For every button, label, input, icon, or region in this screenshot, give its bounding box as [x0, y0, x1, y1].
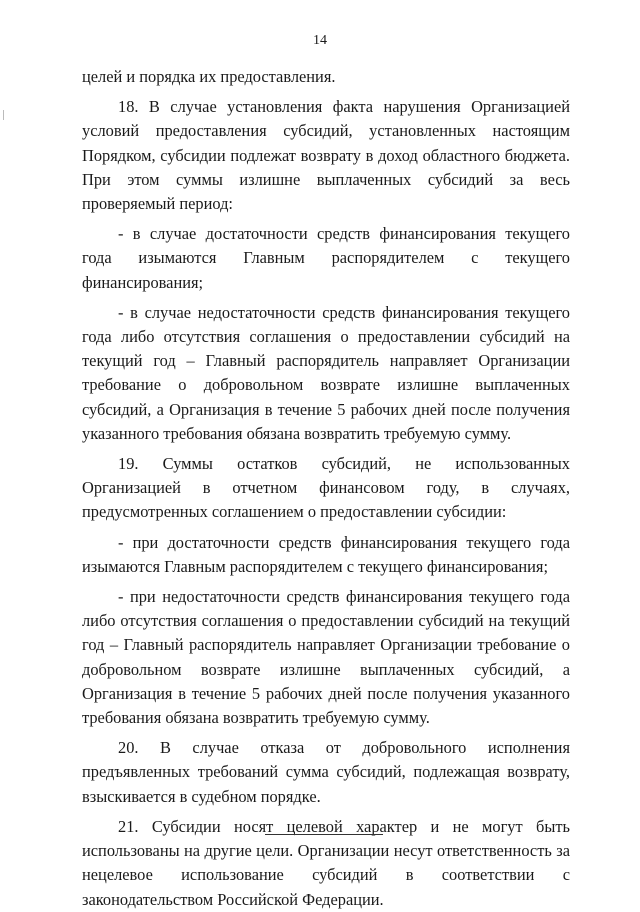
end-of-text-rule — [265, 834, 383, 835]
clause-20: 20. В случае отказа от добровольного исполнения предъявленных требований сумма субсидий, подлежащая возврату, взыскивается в судебном порядке. — [82, 738, 570, 806]
clause-19-item-b: - при недостаточности средств финансирования текущего года либо отсутствия соглашения о предоставлении субсидий на текущий год – Главный распорядитель направляет Организации требование о добровольном возврате излишне выплаченных субсидий, а Организация в течение 5 рабочих дней после получения указанного требования обязана возвратить требуемую сумму. — [82, 587, 570, 728]
document-body — [82, 65, 570, 912]
paragraph-continuation: целей и порядка их предоставления. — [82, 67, 336, 86]
page-number: 14 — [313, 33, 327, 48]
margin-mark — [3, 110, 4, 120]
clause-18-item-a: - в случае достаточности средств финансирования текущего года изымаются Главным распорядителем с текущего финансирования; — [82, 224, 570, 292]
clause-18: 18. В случае установления факта нарушения Организацией условий предоставления субсидий, установленных настоящим Порядком, субсидии подлежат возврату в доход областного бюджета. При этом суммы излишне выплаченных субсидий за весь проверяемый период: — [82, 97, 570, 214]
clause-18-item-b: - в случае недостаточности средств финансирования текущего года либо отсутствия соглашения о предоставлении субсидий на текущий год – Главный распорядитель направляет Организации требование о добровольном возврате излишне выплаченных субсидий, а Организация в течение 5 рабочих дней после получения указанного требования обязана возвратить требуемую сумму. — [82, 302, 570, 443]
clause-21: 21. Субсидии носят целевой характер и не могут быть использованы на другие цели. Организации несут ответственность за нецелевое использование субсидий в соответствии с законодательством Российской Федерации. — [82, 816, 570, 909]
clause-19: 19. Суммы остатков субсидий, не использованных Организацией в отчетном финансовом году, в случаях, предусмотренных соглашением о предоставлении субсидии: — [82, 454, 570, 522]
clause-19-item-a: - при достаточности средств финансирования текущего года изымаются Главным распорядителем с текущего финансирования; — [82, 532, 570, 576]
